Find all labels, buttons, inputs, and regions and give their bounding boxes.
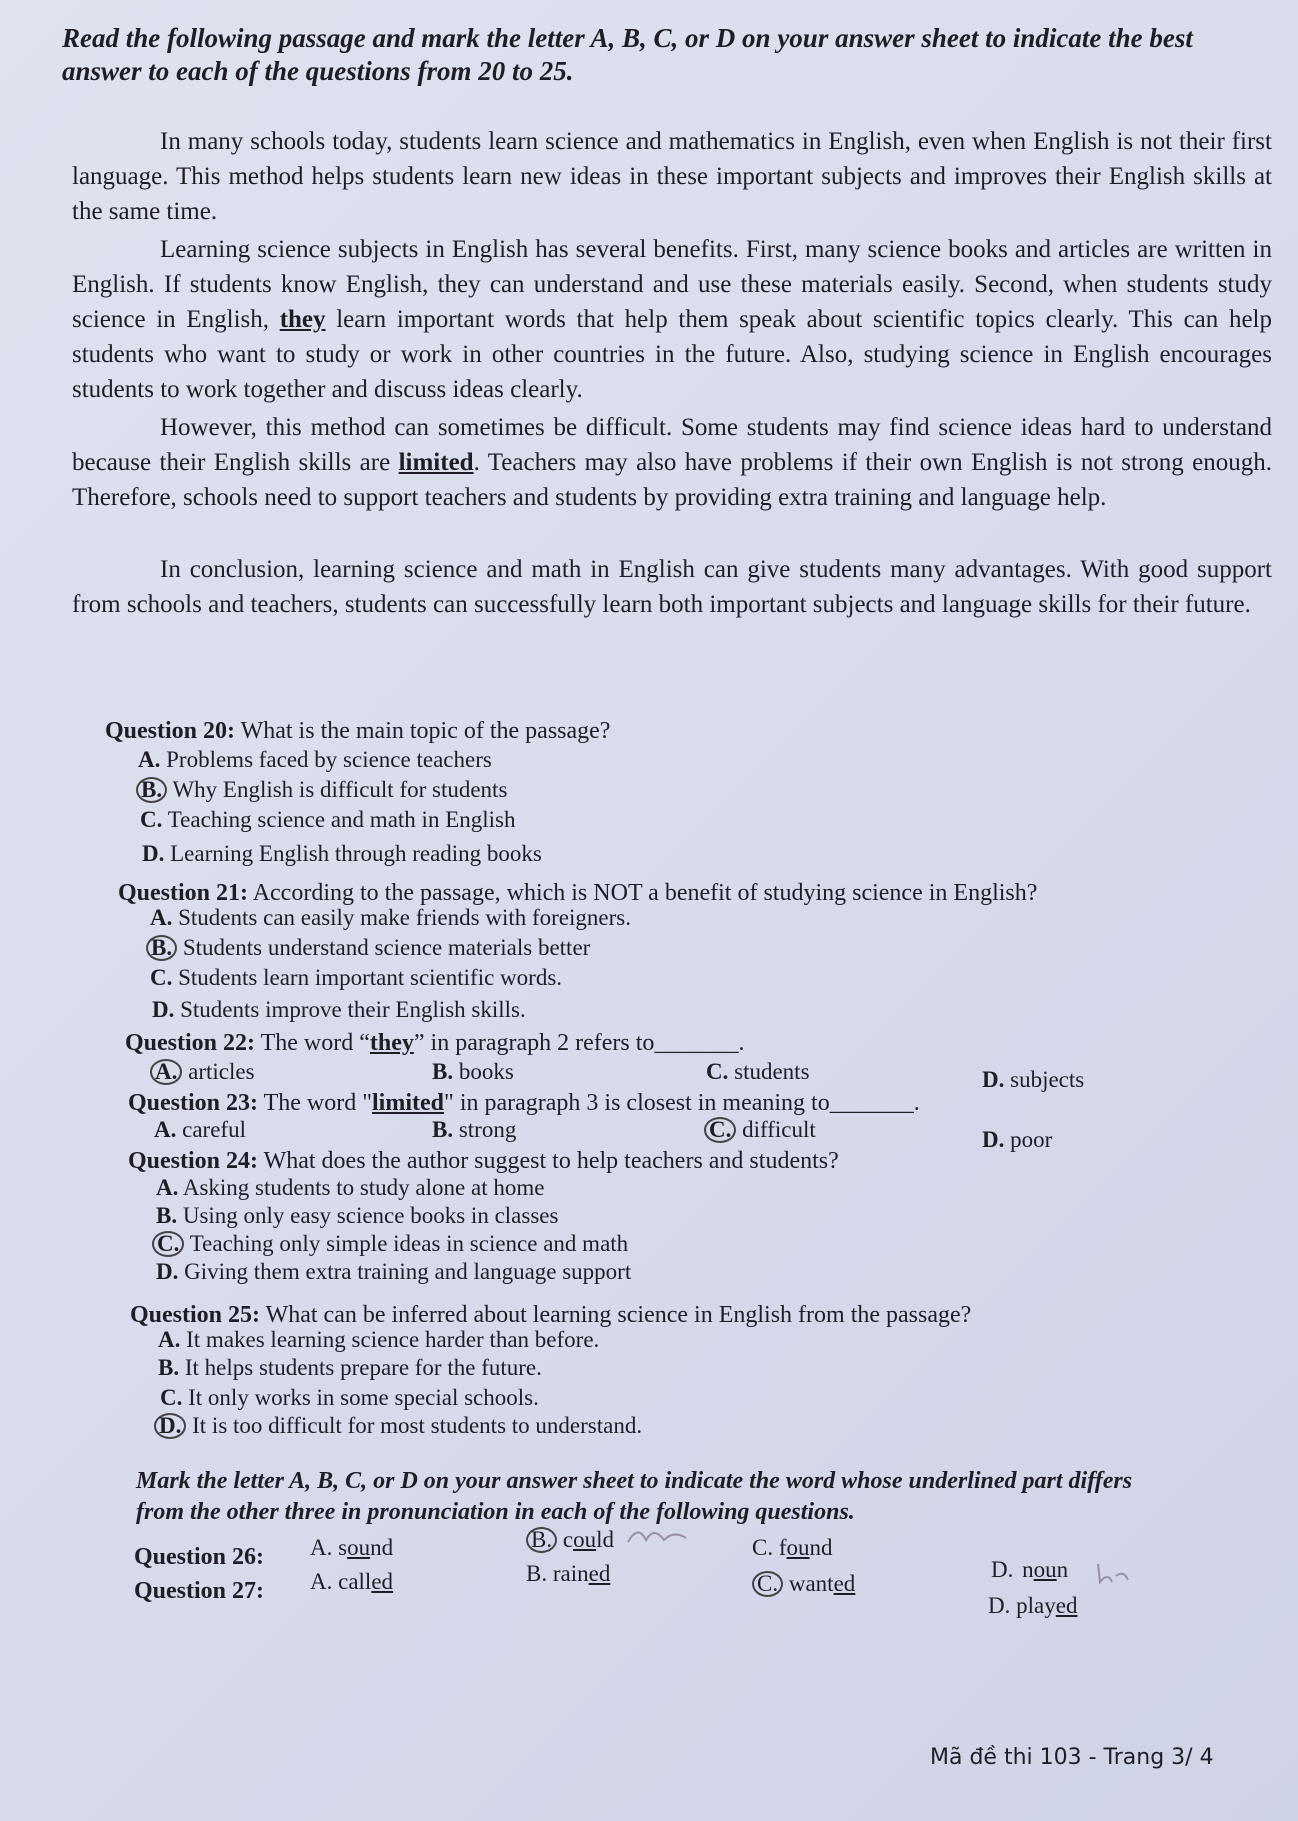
question-26: Question 26: <box>134 1544 265 1570</box>
handwritten-scribble <box>1094 1560 1134 1588</box>
answer-circle: A. <box>150 1059 182 1085</box>
q21-option-d[interactable]: D. Students improve their English skills. <box>152 997 526 1022</box>
question-27: Question 27: <box>134 1578 265 1604</box>
q25-option-a[interactable]: A. It makes learning science harder than before. <box>158 1327 600 1352</box>
q23-option-b[interactable]: B. strong <box>432 1117 517 1142</box>
question-21: Question 21: According to the passage, which is NOT a benefit of studying science in English? <box>118 880 1038 906</box>
answer-circle: D. <box>154 1413 186 1439</box>
paragraph-1: In many schools today, students learn science and mathematics in English, even when English is not their first language. This method helps students learn new ideas in these important subjects and improves their English skills at the same time. <box>72 128 1272 225</box>
q26-option-a[interactable]: A. sound <box>310 1535 394 1560</box>
q24-option-c[interactable]: C. Teaching only simple ideas in science and math <box>152 1230 628 1258</box>
q22-option-a[interactable]: A. articles <box>150 1058 255 1086</box>
answer-circle: B. <box>146 935 177 961</box>
word-they: they <box>279 306 326 333</box>
q24-option-d[interactable]: D. Giving them extra training and language support <box>156 1259 632 1284</box>
q26-option-b[interactable]: B. could <box>526 1526 614 1554</box>
q23-option-d[interactable]: D. poor <box>982 1127 1053 1152</box>
q25-option-b[interactable]: B. It helps students prepare for the future. <box>158 1355 542 1380</box>
q27-option-d[interactable]: D. played <box>988 1593 1078 1618</box>
answer-circle: B. <box>526 1527 557 1553</box>
q27-option-c[interactable]: C. wanted <box>752 1570 855 1598</box>
question-20: Question 20: What is the main topic of the passage? <box>105 718 611 744</box>
q20-option-d[interactable]: D. Learning English through reading books <box>142 841 542 866</box>
q27-option-a[interactable]: A. called <box>310 1569 394 1594</box>
q23-option-a[interactable]: A. careful <box>154 1117 246 1142</box>
q22-option-c[interactable]: C. students <box>706 1059 810 1084</box>
paragraph-4: In conclusion, learning science and math in English can give students many advantages. With good support from schools and teachers, students can successfully learn both important subjects and language skills for their future. <box>72 556 1272 618</box>
answer-circle: C. <box>704 1117 736 1143</box>
page-footer: Mã đề thi 103 - Trang 3/ 4 <box>930 1745 1214 1770</box>
paragraph-3: However, this method can sometimes be difficult. Some students may find science ideas hard to understand because their English skills are limited. Teachers may also have problems if their own English is not strong enough. Therefore, schools need to support teachers and students by providing extra training and language help. <box>72 414 1272 511</box>
answer-circle: C. <box>752 1571 783 1597</box>
q21-option-b[interactable]: B. Students understand science materials better <box>146 934 590 962</box>
question-22: Question 22: The word “they” in paragraph 2 refers to_______. <box>125 1030 745 1056</box>
answer-circle: B. <box>136 777 167 803</box>
q26-option-d[interactable]: D. noun <box>991 1557 1069 1582</box>
question-23: Question 23: The word "limited" in paragraph 3 is closest in meaning to_______. <box>128 1090 920 1116</box>
q22-option-d[interactable]: D. subjects <box>982 1067 1085 1092</box>
q23-option-c[interactable]: C. difficult <box>704 1116 816 1144</box>
q25-option-d[interactable]: D. It is too difficult for most students to understand. <box>154 1412 642 1440</box>
reading-instruction: Read the following passage and mark the letter A, B, C, or D on your answer sheet to indicate the best answer to each of the questions from 20 to 25. <box>62 23 1193 86</box>
word-limited: limited <box>398 449 474 476</box>
question-25: Question 25: What can be inferred about learning science in English from the passage? <box>130 1302 972 1328</box>
q21-option-c[interactable]: C. Students learn important scientific words. <box>150 965 563 990</box>
q20-option-b[interactable]: B. Why English is difficult for students <box>136 776 507 804</box>
q26-option-c[interactable]: C. found <box>752 1535 833 1560</box>
handwritten-scribble <box>624 1522 694 1550</box>
q24-option-a[interactable]: A. Asking students to study alone at home <box>156 1175 545 1200</box>
q22-option-b[interactable]: B. books <box>432 1059 514 1084</box>
q27-option-b[interactable]: B. rained <box>526 1561 611 1586</box>
q21-option-a[interactable]: A. Students can easily make friends with foreigners. <box>150 905 631 930</box>
question-24: Question 24: What does the author suggest to help teachers and students? <box>128 1148 839 1174</box>
pronunciation-instruction: Mark the letter A, B, C, or D on your answer sheet to indicate the word whose underlined part differs from the other three in pronunciation in each of the following questions. <box>136 1468 1133 1525</box>
q20-option-c[interactable]: C. Teaching science and math in English <box>140 807 516 832</box>
answer-circle: C. <box>152 1231 184 1257</box>
paragraph-2: Learning science subjects in English has several benefits. First, many science books and articles are written in English. If students know English, they can understand and use these materials easily. Second, when students study science in English, they learn important words that help them speak about scientific topics clearly. This can help students who want to study or work in other countries in the future. Also, studying science in English encourages students to work together and discuss ideas clearly. <box>72 236 1272 403</box>
q20-option-a[interactable]: A. Problems faced by science teachers <box>138 747 492 772</box>
q25-option-c[interactable]: C. It only works in some special schools. <box>160 1385 539 1410</box>
q24-option-b[interactable]: B. Using only easy science books in classes <box>156 1203 559 1228</box>
